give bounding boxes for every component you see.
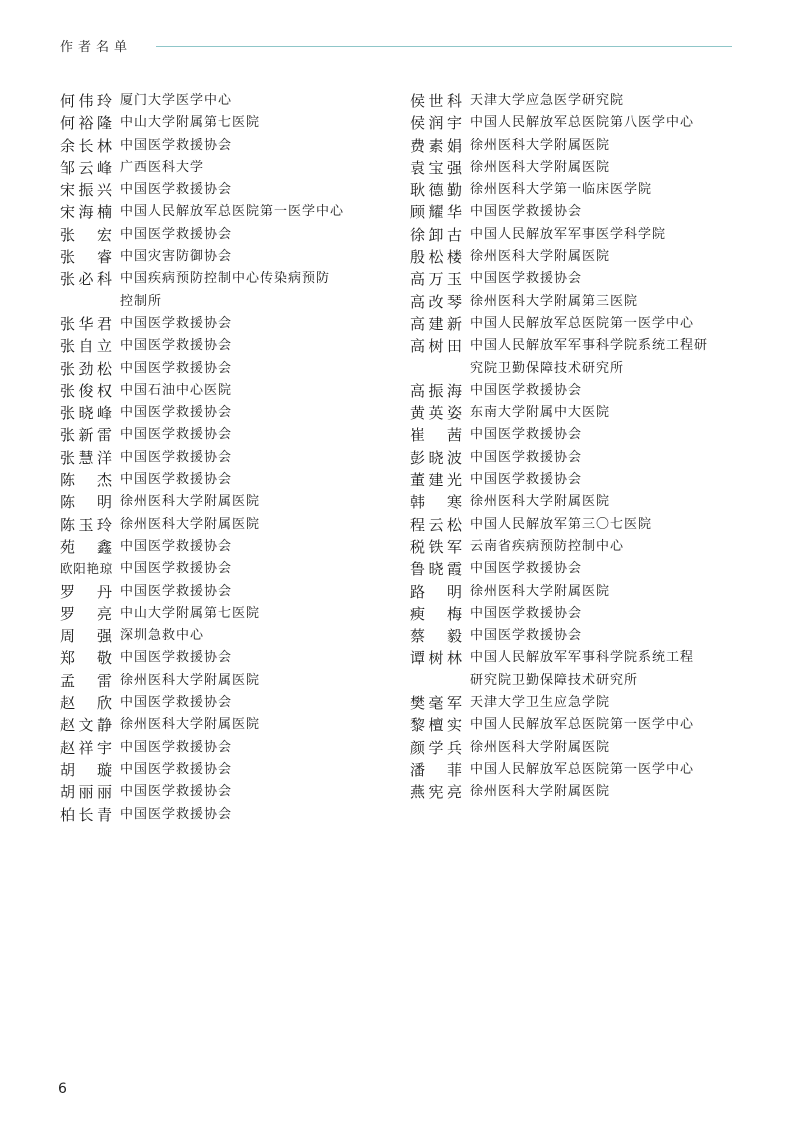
author-affiliation: 中国人民解放军总医院第一医学中心: [470, 315, 695, 331]
author-name: 崔 茜: [410, 426, 462, 445]
author-entry: [60, 246, 390, 268]
author-affiliation: 中国医学救援协会: [470, 605, 583, 621]
author-affiliation: 徐州医科大学附属医院: [120, 516, 261, 532]
author-entry: [410, 603, 740, 625]
author-name: 孟 雷: [60, 671, 112, 690]
author-name: 徐卸古: [410, 225, 462, 244]
author-entry: [410, 380, 740, 402]
author-entry: [410, 201, 740, 223]
author-entry: [410, 246, 740, 268]
author-name: 瘐 梅: [410, 604, 462, 623]
author-name: 潘 菲: [410, 760, 462, 779]
author-entry: [60, 625, 390, 647]
author-name: 路 明: [410, 582, 462, 601]
author-name: 张俊权: [60, 381, 112, 400]
author-name: 张必科: [60, 270, 112, 289]
author-affiliation: 徐州医科大学附属医院: [470, 494, 611, 510]
author-name: 程云松: [410, 515, 462, 534]
author-entry: [410, 402, 740, 424]
author-entry: [410, 514, 740, 536]
author-name: 张 宏: [60, 225, 112, 244]
author-entry: [60, 647, 390, 669]
author-name: 欧阳艳琼: [60, 561, 112, 577]
author-entry: [410, 268, 740, 290]
author-affiliation: 中国人民解放军第三〇七医院: [470, 516, 653, 532]
author-entry: [410, 536, 740, 558]
author-name: 侯润宇: [410, 114, 462, 133]
author-name: 樊毫军: [410, 694, 462, 713]
author-entry: [410, 647, 740, 692]
author-entry: [410, 558, 740, 580]
author-affiliation: 中国医学救援协会: [120, 761, 233, 777]
author-entry: [410, 581, 740, 603]
author-affiliation: 中国人民解放军总医院第一医学中心: [120, 204, 345, 220]
author-name: 高树田: [410, 337, 462, 356]
author-affiliation: 云南省疾病预防控制中心: [470, 538, 625, 554]
author-entry: [60, 135, 390, 157]
author-name: 侯世科: [410, 92, 462, 110]
author-entry: [410, 737, 740, 759]
author-affiliation: 徐州医科大学附属医院: [120, 672, 261, 688]
author-affiliation: 中国医学救援协会: [120, 338, 233, 354]
author-entry: [60, 157, 390, 179]
author-affiliation: 中国人民解放军军事医学科学院: [470, 226, 667, 242]
author-name: 何伟玲: [60, 92, 112, 110]
header-rule: [156, 46, 732, 47]
author-affiliation: 中国医学救援协会: [120, 472, 233, 488]
author-affiliation: 中国医学救援协会: [120, 695, 233, 711]
author-name: 陈玉玲: [60, 515, 112, 534]
author-name: 高振海: [410, 381, 462, 400]
author-name: 柏长青: [60, 805, 112, 824]
author-affiliation: 徐州医科大学附属医院: [470, 159, 611, 175]
author-name: 谭树林: [410, 649, 462, 668]
author-entry: [60, 737, 390, 759]
author-entry: [60, 469, 390, 491]
author-entry: [60, 201, 390, 223]
author-name: 张华君: [60, 314, 112, 333]
author-affiliation: 徐州医科大学第一临床医学院: [470, 182, 653, 198]
author-name: 蔡 毅: [410, 627, 462, 646]
author-entry: [410, 424, 740, 446]
author-entry: [60, 581, 390, 603]
author-affiliation: 徐州医科大学附属医院: [120, 494, 261, 510]
author-entry: [410, 625, 740, 647]
author-name: 赵 欣: [60, 694, 112, 713]
author-entry: [410, 90, 740, 112]
page-header: [60, 36, 732, 60]
author-entry: [410, 157, 740, 179]
author-name: 张晓峰: [60, 404, 112, 423]
author-affiliation: 中国医学救援协会: [120, 449, 233, 465]
author-entry: [60, 781, 390, 803]
author-entry: [60, 380, 390, 402]
author-affiliation: 徐州医科大学附属医院: [470, 784, 611, 800]
author-name: 陈 杰: [60, 471, 112, 490]
author-name: 罗 亮: [60, 604, 112, 623]
author-name: 燕宪亮: [410, 783, 462, 802]
author-name: 张劲松: [60, 359, 112, 378]
author-name: 宋海楠: [60, 203, 112, 222]
author-name: 袁宝强: [410, 158, 462, 177]
author-affiliation: 中国医学救援协会: [120, 739, 233, 755]
author-entry: [60, 402, 390, 424]
author-affiliation: 中国医学救援协会: [120, 583, 233, 599]
author-entry: [410, 135, 740, 157]
author-entry: [60, 714, 390, 736]
author-entry: [60, 90, 390, 112]
author-entry: [60, 358, 390, 380]
author-entry: [60, 313, 390, 335]
author-name: 罗 丹: [60, 582, 112, 601]
author-entry: [410, 224, 740, 246]
author-affiliation: 中国石油中心医院: [120, 382, 233, 398]
author-name: 郑 敬: [60, 649, 112, 668]
author-affiliation: 中国医学救援协会: [120, 182, 233, 198]
author-entry: [60, 759, 390, 781]
author-list-left: [60, 90, 390, 826]
author-entry: [60, 536, 390, 558]
author-affiliation: 深圳急救中心: [120, 628, 205, 644]
author-affiliation: 中国医学救援协会: [120, 360, 233, 376]
author-affiliation: 中国疾病预防控制中心传染病预防 控制所: [120, 271, 331, 309]
author-name: 张新雷: [60, 426, 112, 445]
author-name: 顾耀华: [410, 203, 462, 222]
author-entry: [60, 179, 390, 201]
author-entry: [60, 335, 390, 357]
author-affiliation: 中国医学救援协会: [470, 449, 583, 465]
author-entry: [60, 670, 390, 692]
author-affiliation: 中国人民解放军军事科学院系统工程研 究院卫勤保障技术研究所: [470, 338, 709, 376]
author-entry: [410, 179, 740, 201]
author-name: 宋振兴: [60, 181, 112, 200]
author-entry: [60, 558, 390, 580]
author-affiliation: 中国医学救援协会: [120, 650, 233, 666]
author-affiliation: 中国人民解放军总医院第一医学中心: [470, 761, 695, 777]
author-entry: [410, 335, 740, 380]
author-affiliation: 中山大学附属第七医院: [120, 115, 261, 131]
author-name: 邹云峰: [60, 158, 112, 177]
author-affiliation: 广西医科大学: [120, 159, 205, 175]
author-name: 张 睿: [60, 248, 112, 267]
author-affiliation: 徐州医科大学附属医院: [470, 739, 611, 755]
author-entry: [60, 491, 390, 513]
author-affiliation: 天津大学卫生应急学院: [470, 695, 611, 711]
author-affiliation: 徐州医科大学附属医院: [470, 583, 611, 599]
author-entry: [410, 714, 740, 736]
author-list-right: [410, 90, 740, 804]
author-name: 黄英姿: [410, 404, 462, 423]
author-entry: [60, 224, 390, 246]
author-affiliation: 中国医学救援协会: [120, 561, 233, 577]
author-affiliation: 天津大学应急医学研究院: [470, 93, 625, 108]
author-name: 苑 鑫: [60, 537, 112, 556]
author-affiliation: 中国人民解放军总医院第八医学中心: [470, 115, 695, 131]
author-affiliation: 中国医学救援协会: [120, 226, 233, 242]
author-affiliation: 徐州医科大学附属医院: [470, 249, 611, 265]
author-entry: [410, 112, 740, 134]
author-affiliation: 中国医学救援协会: [120, 405, 233, 421]
author-affiliation: 中国医学救援协会: [470, 427, 583, 443]
author-affiliation: 中国医学救援协会: [470, 472, 583, 488]
author-name: 颜学兵: [410, 738, 462, 757]
author-entry: [60, 804, 390, 826]
author-affiliation: 中国医学救援协会: [120, 315, 233, 331]
author-entry: [60, 112, 390, 134]
author-affiliation: 中国医学救援协会: [120, 137, 233, 153]
author-name: 韩 寒: [410, 493, 462, 512]
author-affiliation: 中国医学救援协会: [470, 204, 583, 220]
author-name: 余长林: [60, 136, 112, 155]
author-affiliation: 徐州医科大学附属医院: [120, 717, 261, 733]
author-affiliation: 中国医学救援协会: [120, 784, 233, 800]
author-entry: [410, 469, 740, 491]
author-affiliation: 厦门大学医学中心: [120, 93, 233, 108]
author-entry: [60, 447, 390, 469]
author-name: 董建光: [410, 471, 462, 490]
author-name: 税铁军: [410, 537, 462, 556]
author-entry: [410, 313, 740, 335]
author-name: 高万玉: [410, 270, 462, 289]
author-affiliation: 徐州医科大学附属医院: [470, 137, 611, 153]
author-entry: [60, 692, 390, 714]
author-name: 费素娟: [410, 136, 462, 155]
author-affiliation: 东南大学附属中大医院: [470, 405, 611, 421]
author-name: 高改琴: [410, 292, 462, 311]
author-entry: [410, 692, 740, 714]
author-entry: [410, 291, 740, 313]
author-name: 何裕隆: [60, 114, 112, 133]
author-name: 胡 璇: [60, 760, 112, 779]
author-entry: [410, 447, 740, 469]
author-affiliation: 中国医学救援协会: [470, 561, 583, 577]
author-entry: [410, 781, 740, 803]
author-affiliation: 中国医学救援协会: [120, 806, 233, 822]
author-affiliation: 中国医学救援协会: [470, 271, 583, 287]
author-affiliation: 中国人民解放军军事科学院系统工程 研究院卫勤保障技术研究所: [470, 650, 695, 688]
author-entry: [60, 424, 390, 446]
page-number: 6: [58, 1081, 67, 1097]
author-name: 耿德勤: [410, 181, 462, 200]
author-name: 黎檀实: [410, 716, 462, 735]
author-affiliation: 徐州医科大学附属第三医院: [470, 293, 639, 309]
author-affiliation: 中国医学救援协会: [120, 538, 233, 554]
author-name: 赵祥宇: [60, 738, 112, 757]
author-name: 彭晓波: [410, 448, 462, 467]
author-name: 陈 明: [60, 493, 112, 512]
author-name: 高建新: [410, 314, 462, 333]
author-affiliation: 中国人民解放军总医院第一医学中心: [470, 717, 695, 733]
author-affiliation: 中国医学救援协会: [470, 382, 583, 398]
author-name: 殷松楼: [410, 248, 462, 267]
author-entry: [60, 514, 390, 536]
author-affiliation: 中国灾害防御协会: [120, 249, 233, 265]
author-entry: [410, 759, 740, 781]
author-name: 赵文静: [60, 716, 112, 735]
author-affiliation: 中山大学附属第七医院: [120, 605, 261, 621]
author-affiliation: 中国医学救援协会: [470, 628, 583, 644]
author-name: 张自立: [60, 337, 112, 356]
author-entry: [60, 603, 390, 625]
author-name: 胡丽丽: [60, 783, 112, 802]
author-entry: [410, 491, 740, 513]
author-affiliation: 中国医学救援协会: [120, 427, 233, 443]
author-entry: [60, 268, 390, 313]
author-name: 鲁晓霞: [410, 560, 462, 579]
author-name: 周 强: [60, 627, 112, 646]
page-title: 作者名单: [60, 40, 133, 55]
author-name: 张慧洋: [60, 448, 112, 467]
